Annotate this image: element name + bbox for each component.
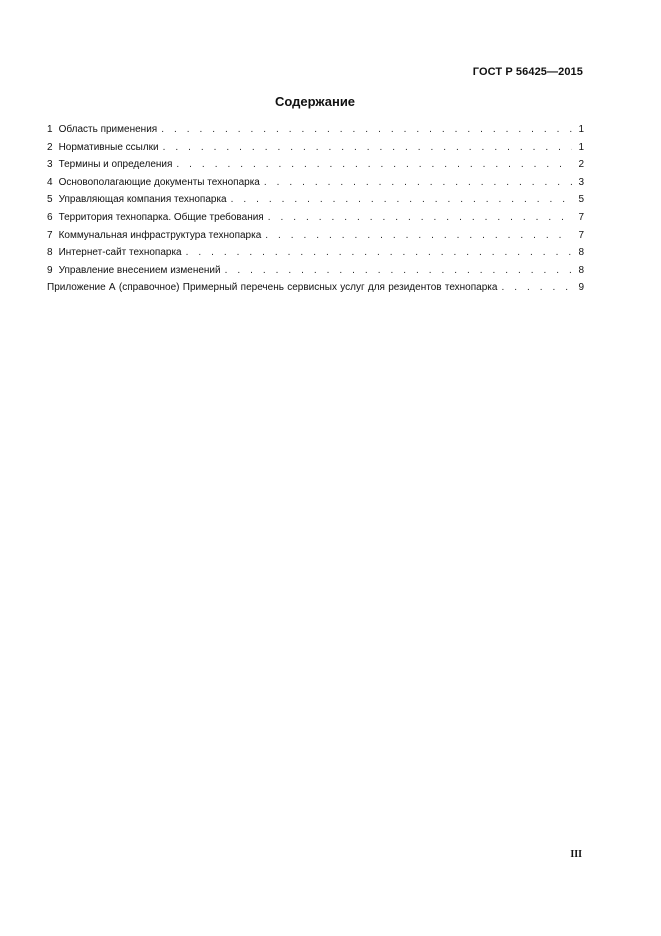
toc-leader-dots <box>264 174 572 192</box>
toc-entry[interactable] <box>47 156 584 174</box>
toc-leader-dots <box>231 191 572 209</box>
toc-entry-page: 8 <box>578 247 584 259</box>
toc-entry-number: 5 <box>47 194 53 206</box>
toc-entry-number: 7 <box>47 229 53 241</box>
toc-leader-dots <box>176 156 572 174</box>
toc-entry-page: 5 <box>578 194 584 206</box>
toc-entry-number: 3 <box>47 159 53 171</box>
toc-entry-number: 1 <box>47 124 53 135</box>
toc-entry-label: Коммунальная инфраструктура технопарка <box>58 229 262 241</box>
toc-entry-page: 2 <box>578 159 584 171</box>
toc-entry[interactable] <box>47 139 584 157</box>
toc-leader-dots <box>163 139 572 157</box>
toc-entry[interactable] <box>47 209 584 227</box>
toc-entry[interactable] <box>47 174 584 192</box>
toc-appendix-page: 9 <box>578 282 584 294</box>
toc-leader-dots <box>265 227 572 245</box>
toc-title: Содержание <box>274 94 356 109</box>
toc-leader-dots <box>501 279 572 297</box>
toc-leader-dots <box>225 262 572 280</box>
toc-entry[interactable] <box>47 191 584 209</box>
toc-leader-dots <box>268 209 572 227</box>
toc-entry[interactable] <box>47 244 584 262</box>
toc-entry-label: Управление внесением изменений <box>58 264 221 276</box>
toc-entry-label: Нормативные ссылки <box>58 141 159 153</box>
toc-entry-page: 7 <box>578 229 584 241</box>
toc-entry-page: 1 <box>578 141 584 153</box>
toc-entry-label: Интернет-сайт технопарка <box>58 247 182 259</box>
toc-entry-number: 9 <box>47 264 53 276</box>
toc-entry[interactable] <box>47 121 584 139</box>
page-number: III <box>570 849 582 860</box>
toc-entry-label: Территория технопарка. Общие требования <box>58 211 264 223</box>
toc-entry-label: Область применения <box>58 124 158 135</box>
toc-entry-number: 8 <box>47 247 53 259</box>
toc-entry-label: Управляющая компания технопарка <box>58 194 227 206</box>
toc-entry-label: Термины и определения <box>58 159 173 171</box>
toc-appendix-entry[interactable] <box>47 279 584 297</box>
toc-entry-number: 2 <box>47 141 53 153</box>
toc-appendix-label: Приложение А (справочное) Примерный перечень сервисных услуг для резидентов технопарка <box>47 282 498 294</box>
toc-entry-number: 4 <box>47 176 53 188</box>
toc-entry[interactable] <box>47 262 584 280</box>
toc-leader-dots <box>161 121 572 139</box>
toc-entry-label: Основополагающие документы технопарка <box>58 176 260 188</box>
toc-entry-page: 7 <box>578 211 584 223</box>
toc-entry-number: 6 <box>47 211 53 223</box>
toc-entry-page: 1 <box>578 124 584 135</box>
toc-entry-page: 3 <box>578 176 584 188</box>
document-code: ГОСТ Р 56425—2015 <box>472 66 583 78</box>
toc-entry-page: 8 <box>578 264 584 276</box>
toc-entry[interactable] <box>47 227 584 245</box>
table-of-contents <box>47 121 584 297</box>
toc-leader-dots <box>186 244 572 262</box>
